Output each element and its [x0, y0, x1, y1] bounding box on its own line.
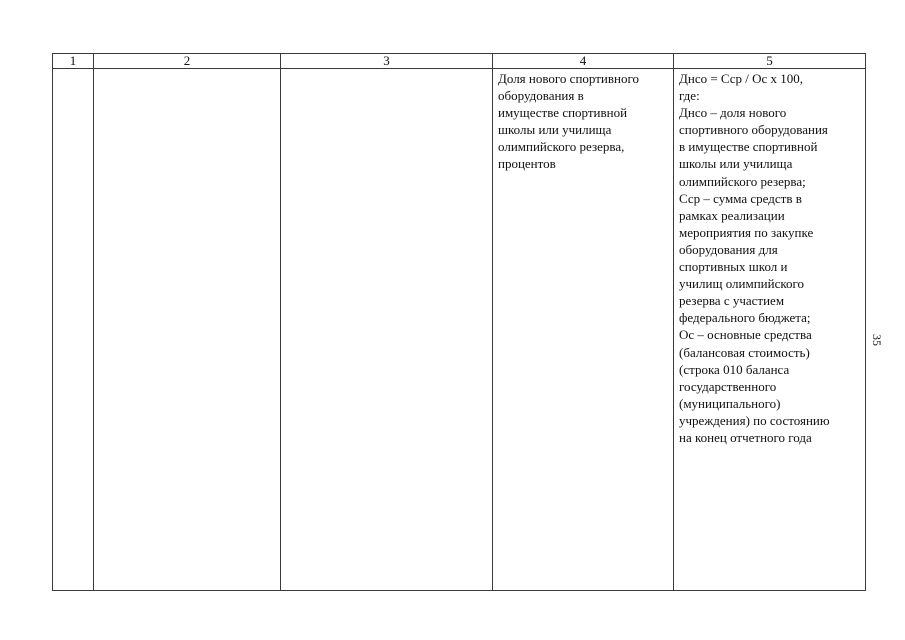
- formula-line: государственного: [679, 378, 777, 394]
- header-cell-1: 1: [53, 54, 94, 69]
- header-cell-4: 4: [493, 54, 674, 69]
- header-row: [53, 54, 866, 69]
- formula-line: оборудования для: [679, 241, 778, 257]
- formula-line: спортивного оборудования: [679, 122, 828, 138]
- formula-line: мероприятия по закупке: [679, 224, 814, 240]
- indicator-name-line: олимпийского резерва,: [498, 139, 625, 155]
- formula-line: на конец отчетного года: [679, 429, 812, 445]
- formula-line: рамках реализации: [679, 207, 785, 223]
- indicator-name-line: имуществе спортивной: [498, 105, 628, 121]
- formula-line: училищ олимпийского: [679, 276, 805, 292]
- formula-line: (балансовая стоимость): [679, 344, 810, 360]
- indicator-name-line: школы или училища: [498, 122, 612, 138]
- indicator-name-line: Доля нового спортивного: [498, 71, 639, 86]
- cell-col-1: [53, 69, 94, 591]
- formula-line: где:: [679, 88, 700, 104]
- table-row: [53, 69, 866, 591]
- formula-line: учреждения) по состоянию: [679, 412, 830, 428]
- header-cell-5: 5: [674, 54, 866, 69]
- header-cell-3: 3: [281, 54, 493, 69]
- formula-line: федерального бюджета;: [679, 310, 811, 326]
- indicator-name-line: оборудования в: [498, 88, 584, 104]
- formula-line: в имуществе спортивной: [679, 139, 818, 155]
- cell-col-3-text: [281, 69, 492, 70]
- indicator-name-text: [493, 69, 673, 173]
- page-number: 35: [870, 334, 884, 346]
- cell-indicator-name: [493, 69, 674, 591]
- formula-line: школы или училища: [679, 156, 793, 172]
- indicator-name-line: процентов: [498, 156, 556, 172]
- header-cell-2: 2: [94, 54, 281, 69]
- formula-line: (строка 010 баланса: [679, 361, 790, 377]
- cell-col-2: [94, 69, 281, 591]
- cell-col-2-text: [94, 69, 280, 70]
- formula-line: олимпийского резерва;: [679, 173, 806, 189]
- cell-calculation-formula: [674, 69, 866, 591]
- formula-line: спортивных школ и: [679, 259, 788, 275]
- cell-col-1-text: [53, 69, 93, 70]
- formula-line: Днсо = Сср / Ос х 100,: [679, 71, 804, 86]
- formula-line: резерва с участием: [679, 293, 785, 309]
- formula-line: Днсо – доля нового: [679, 105, 787, 121]
- formula-line: Сср – сумма средств в: [679, 190, 802, 206]
- formula-line: (муниципального): [679, 395, 781, 411]
- cell-col-3: [281, 69, 493, 591]
- formula-line: Ос – основные средства: [679, 327, 812, 343]
- formula-text: [674, 69, 865, 446]
- indicator-table: [52, 53, 866, 591]
